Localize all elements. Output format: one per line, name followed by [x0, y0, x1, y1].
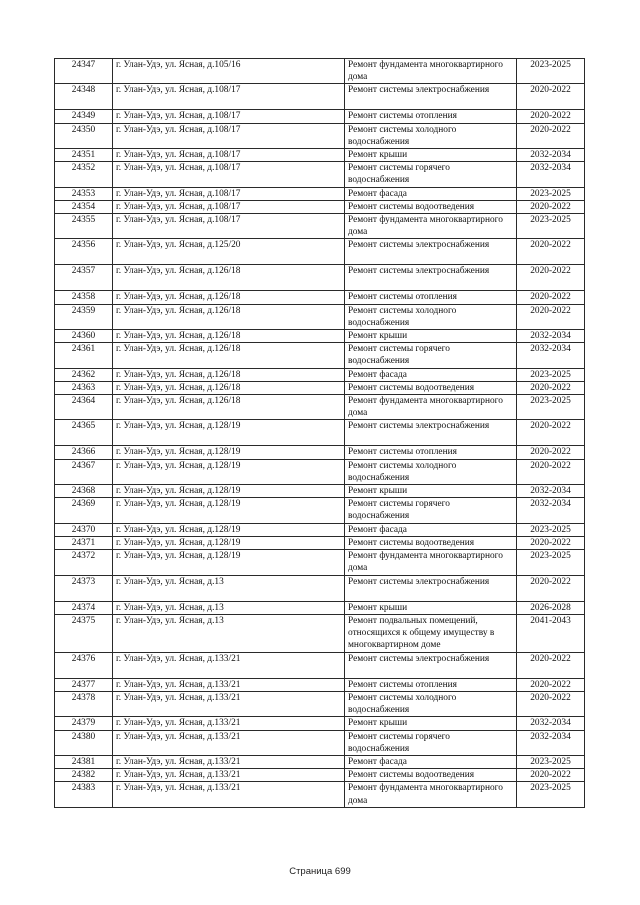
period-cell: 2020-2022 — [517, 291, 585, 304]
table-row — [55, 691, 585, 716]
table-row — [55, 84, 585, 110]
work-type-cell: Ремонт системы отопления — [345, 446, 517, 459]
record-id-cell: 24374 — [55, 601, 113, 614]
table-row — [55, 601, 585, 614]
period-cell: 2020-2022 — [517, 123, 585, 148]
work-type-cell: Ремонт подвальных помещений, относящихся к общему имуществу в многоквартирном доме — [345, 614, 517, 652]
record-id-cell: 24361 — [55, 343, 113, 368]
table-row — [55, 162, 585, 187]
table-row — [55, 187, 585, 200]
record-id-cell: 24368 — [55, 485, 113, 498]
record-id-cell: 24360 — [55, 330, 113, 343]
period-cell: 2020-2022 — [517, 769, 585, 782]
record-id-cell: 24377 — [55, 678, 113, 691]
record-id-cell: 24354 — [55, 200, 113, 213]
table-row — [55, 678, 585, 691]
work-type-cell: Ремонт крыши — [345, 149, 517, 162]
table-row — [55, 343, 585, 368]
table-row — [55, 381, 585, 394]
work-type-cell: Ремонт системы холодного водоснабжения — [345, 459, 517, 484]
record-id-cell: 24358 — [55, 291, 113, 304]
table-row — [55, 459, 585, 484]
table-row — [55, 485, 585, 498]
table-row — [55, 550, 585, 575]
table-row — [55, 782, 585, 807]
table-row — [55, 330, 585, 343]
record-id-cell: 24364 — [55, 395, 113, 420]
table-row — [55, 536, 585, 549]
period-cell: 2020-2022 — [517, 110, 585, 123]
address-cell: г. Улан-Удэ, ул. Ясная, д.128/19 — [113, 420, 345, 446]
record-id-cell: 24367 — [55, 459, 113, 484]
work-type-cell: Ремонт системы электроснабжения — [345, 420, 517, 446]
address-cell: г. Улан-Удэ, ул. Ясная, д.126/18 — [113, 368, 345, 381]
work-type-cell: Ремонт системы водоотведения — [345, 536, 517, 549]
work-type-cell: Ремонт системы отопления — [345, 678, 517, 691]
period-cell: 2032-2034 — [517, 498, 585, 523]
repair-schedule-table — [54, 58, 585, 808]
period-cell: 2023-2025 — [517, 214, 585, 239]
address-cell: г. Улан-Удэ, ул. Ясная, д.126/18 — [113, 330, 345, 343]
work-type-cell: Ремонт фасада — [345, 368, 517, 381]
table-row — [55, 123, 585, 148]
period-cell: 2032-2034 — [517, 730, 585, 755]
work-type-cell: Ремонт системы водоотведения — [345, 381, 517, 394]
address-cell: г. Улан-Удэ, ул. Ясная, д.133/21 — [113, 691, 345, 716]
work-type-cell: Ремонт системы горячего водоснабжения — [345, 162, 517, 187]
period-cell: 2020-2022 — [517, 265, 585, 291]
period-cell: 2020-2022 — [517, 678, 585, 691]
record-id-cell: 24353 — [55, 187, 113, 200]
work-type-cell: Ремонт системы отопления — [345, 110, 517, 123]
address-cell: г. Улан-Удэ, ул. Ясная, д.128/19 — [113, 523, 345, 536]
work-type-cell: Ремонт системы электроснабжения — [345, 239, 517, 265]
table-row — [55, 200, 585, 213]
table-row — [55, 239, 585, 265]
address-cell: г. Улан-Удэ, ул. Ясная, д.13 — [113, 614, 345, 652]
record-id-cell: 24371 — [55, 536, 113, 549]
work-type-cell: Ремонт системы горячего водоснабжения — [345, 498, 517, 523]
work-type-cell: Ремонт системы горячего водоснабжения — [345, 730, 517, 755]
table-row — [55, 498, 585, 523]
table-row — [55, 304, 585, 329]
address-cell: г. Улан-Удэ, ул. Ясная, д.128/19 — [113, 459, 345, 484]
table-row — [55, 446, 585, 459]
address-cell: г. Улан-Удэ, ул. Ясная, д.126/18 — [113, 291, 345, 304]
period-cell: 2026-2028 — [517, 601, 585, 614]
period-cell: 2020-2022 — [517, 575, 585, 601]
table-row — [55, 59, 585, 84]
address-cell: г. Улан-Удэ, ул. Ясная, д.13 — [113, 575, 345, 601]
period-cell: 2023-2025 — [517, 395, 585, 420]
work-type-cell: Ремонт системы холодного водоснабжения — [345, 304, 517, 329]
record-id-cell: 24359 — [55, 304, 113, 329]
work-type-cell: Ремонт крыши — [345, 601, 517, 614]
table-row — [55, 575, 585, 601]
record-id-cell: 24376 — [55, 652, 113, 678]
period-cell: 2023-2025 — [517, 59, 585, 84]
address-cell: г. Улан-Удэ, ул. Ясная, д.105/16 — [113, 59, 345, 84]
period-cell: 2032-2034 — [517, 343, 585, 368]
record-id-cell: 24369 — [55, 498, 113, 523]
record-id-cell: 24363 — [55, 381, 113, 394]
table-row — [55, 265, 585, 291]
period-cell: 2041-2043 — [517, 614, 585, 652]
address-cell: г. Улан-Удэ, ул. Ясная, д.108/17 — [113, 200, 345, 213]
record-id-cell: 24347 — [55, 59, 113, 84]
record-id-cell: 24349 — [55, 110, 113, 123]
table-row — [55, 214, 585, 239]
table-row — [55, 291, 585, 304]
record-id-cell: 24380 — [55, 730, 113, 755]
table-row — [55, 769, 585, 782]
table-body — [55, 59, 585, 808]
address-cell: г. Улан-Удэ, ул. Ясная, д.133/21 — [113, 652, 345, 678]
work-type-cell: Ремонт системы отопления — [345, 291, 517, 304]
work-type-cell: Ремонт системы электроснабжения — [345, 652, 517, 678]
record-id-cell: 24378 — [55, 691, 113, 716]
work-type-cell: Ремонт фундамента многоквартирного дома — [345, 395, 517, 420]
address-cell: г. Улан-Удэ, ул. Ясная, д.133/21 — [113, 678, 345, 691]
period-cell: 2032-2034 — [517, 717, 585, 730]
address-cell: г. Улан-Удэ, ул. Ясная, д.126/18 — [113, 395, 345, 420]
address-cell: г. Улан-Удэ, ул. Ясная, д.13 — [113, 601, 345, 614]
record-id-cell: 24362 — [55, 368, 113, 381]
table-row — [55, 149, 585, 162]
period-cell: 2020-2022 — [517, 420, 585, 446]
record-id-cell: 24356 — [55, 239, 113, 265]
period-cell: 2020-2022 — [517, 200, 585, 213]
page-number-footer: Страница 699 — [289, 866, 351, 877]
period-cell: 2023-2025 — [517, 368, 585, 381]
table-row — [55, 420, 585, 446]
record-id-cell: 24366 — [55, 446, 113, 459]
table-row — [55, 368, 585, 381]
work-type-cell: Ремонт системы электроснабжения — [345, 265, 517, 291]
address-cell: г. Улан-Удэ, ул. Ясная, д.108/17 — [113, 214, 345, 239]
work-type-cell: Ремонт крыши — [345, 330, 517, 343]
record-id-cell: 24357 — [55, 265, 113, 291]
address-cell: г. Улан-Удэ, ул. Ясная, д.128/19 — [113, 536, 345, 549]
work-type-cell: Ремонт фасада — [345, 523, 517, 536]
work-type-cell: Ремонт системы электроснабжения — [345, 575, 517, 601]
period-cell: 2020-2022 — [517, 446, 585, 459]
period-cell: 2023-2025 — [517, 755, 585, 768]
table-row — [55, 717, 585, 730]
period-cell: 2032-2034 — [517, 330, 585, 343]
address-cell: г. Улан-Удэ, ул. Ясная, д.126/18 — [113, 265, 345, 291]
address-cell: г. Улан-Удэ, ул. Ясная, д.108/17 — [113, 110, 345, 123]
work-type-cell: Ремонт крыши — [345, 717, 517, 730]
period-cell: 2023-2025 — [517, 550, 585, 575]
period-cell: 2023-2025 — [517, 187, 585, 200]
period-cell: 2020-2022 — [517, 459, 585, 484]
address-cell: г. Улан-Удэ, ул. Ясная, д.126/18 — [113, 343, 345, 368]
work-type-cell: Ремонт системы электроснабжения — [345, 84, 517, 110]
address-cell: г. Улан-Удэ, ул. Ясная, д.133/21 — [113, 730, 345, 755]
period-cell: 2023-2025 — [517, 782, 585, 807]
address-cell: г. Улан-Удэ, ул. Ясная, д.126/18 — [113, 381, 345, 394]
period-cell: 2020-2022 — [517, 239, 585, 265]
address-cell: г. Улан-Удэ, ул. Ясная, д.108/17 — [113, 187, 345, 200]
address-cell: г. Улан-Удэ, ул. Ясная, д.128/19 — [113, 446, 345, 459]
work-type-cell: Ремонт фасада — [345, 187, 517, 200]
period-cell: 2020-2022 — [517, 304, 585, 329]
record-id-cell: 24365 — [55, 420, 113, 446]
address-cell: г. Улан-Удэ, ул. Ясная, д.108/17 — [113, 149, 345, 162]
record-id-cell: 24379 — [55, 717, 113, 730]
address-cell: г. Улан-Удэ, ул. Ясная, д.108/17 — [113, 162, 345, 187]
work-type-cell: Ремонт фасада — [345, 755, 517, 768]
record-id-cell: 24350 — [55, 123, 113, 148]
address-cell: г. Улан-Удэ, ул. Ясная, д.133/21 — [113, 717, 345, 730]
work-type-cell: Ремонт системы холодного водоснабжения — [345, 123, 517, 148]
record-id-cell: 24382 — [55, 769, 113, 782]
period-cell: 2020-2022 — [517, 691, 585, 716]
table-row — [55, 395, 585, 420]
record-id-cell: 24351 — [55, 149, 113, 162]
table-row — [55, 110, 585, 123]
work-type-cell: Ремонт крыши — [345, 485, 517, 498]
table-row — [55, 730, 585, 755]
address-cell: г. Улан-Удэ, ул. Ясная, д.128/19 — [113, 498, 345, 523]
period-cell: 2020-2022 — [517, 381, 585, 394]
record-id-cell: 24383 — [55, 782, 113, 807]
work-type-cell: Ремонт фундамента многоквартирного дома — [345, 59, 517, 84]
address-cell: г. Улан-Удэ, ул. Ясная, д.108/17 — [113, 123, 345, 148]
record-id-cell: 24373 — [55, 575, 113, 601]
address-cell: г. Улан-Удэ, ул. Ясная, д.133/21 — [113, 755, 345, 768]
address-cell: г. Улан-Удэ, ул. Ясная, д.108/17 — [113, 84, 345, 110]
address-cell: г. Улан-Удэ, ул. Ясная, д.133/21 — [113, 769, 345, 782]
table-row — [55, 652, 585, 678]
table-row — [55, 614, 585, 652]
work-type-cell: Ремонт фундамента многоквартирного дома — [345, 550, 517, 575]
address-cell: г. Улан-Удэ, ул. Ясная, д.126/18 — [113, 304, 345, 329]
work-type-cell: Ремонт системы водоотведения — [345, 769, 517, 782]
record-id-cell: 24381 — [55, 755, 113, 768]
period-cell: 2020-2022 — [517, 84, 585, 110]
period-cell: 2023-2025 — [517, 523, 585, 536]
work-type-cell: Ремонт системы холодного водоснабжения — [345, 691, 517, 716]
period-cell: 2020-2022 — [517, 652, 585, 678]
record-id-cell: 24348 — [55, 84, 113, 110]
work-type-cell: Ремонт фундамента многоквартирного дома — [345, 782, 517, 807]
record-id-cell: 24355 — [55, 214, 113, 239]
table-row — [55, 523, 585, 536]
address-cell: г. Улан-Удэ, ул. Ясная, д.128/19 — [113, 550, 345, 575]
work-type-cell: Ремонт системы горячего водоснабжения — [345, 343, 517, 368]
record-id-cell: 24375 — [55, 614, 113, 652]
table-row — [55, 755, 585, 768]
period-cell: 2020-2022 — [517, 536, 585, 549]
address-cell: г. Улан-Удэ, ул. Ясная, д.128/19 — [113, 485, 345, 498]
work-type-cell: Ремонт системы водоотведения — [345, 200, 517, 213]
period-cell: 2032-2034 — [517, 485, 585, 498]
record-id-cell: 24370 — [55, 523, 113, 536]
work-type-cell: Ремонт фундамента многоквартирного дома — [345, 214, 517, 239]
record-id-cell: 24372 — [55, 550, 113, 575]
address-cell: г. Улан-Удэ, ул. Ясная, д.133/21 — [113, 782, 345, 807]
period-cell: 2032-2034 — [517, 162, 585, 187]
period-cell: 2032-2034 — [517, 149, 585, 162]
address-cell: г. Улан-Удэ, ул. Ясная, д.125/20 — [113, 239, 345, 265]
record-id-cell: 24352 — [55, 162, 113, 187]
